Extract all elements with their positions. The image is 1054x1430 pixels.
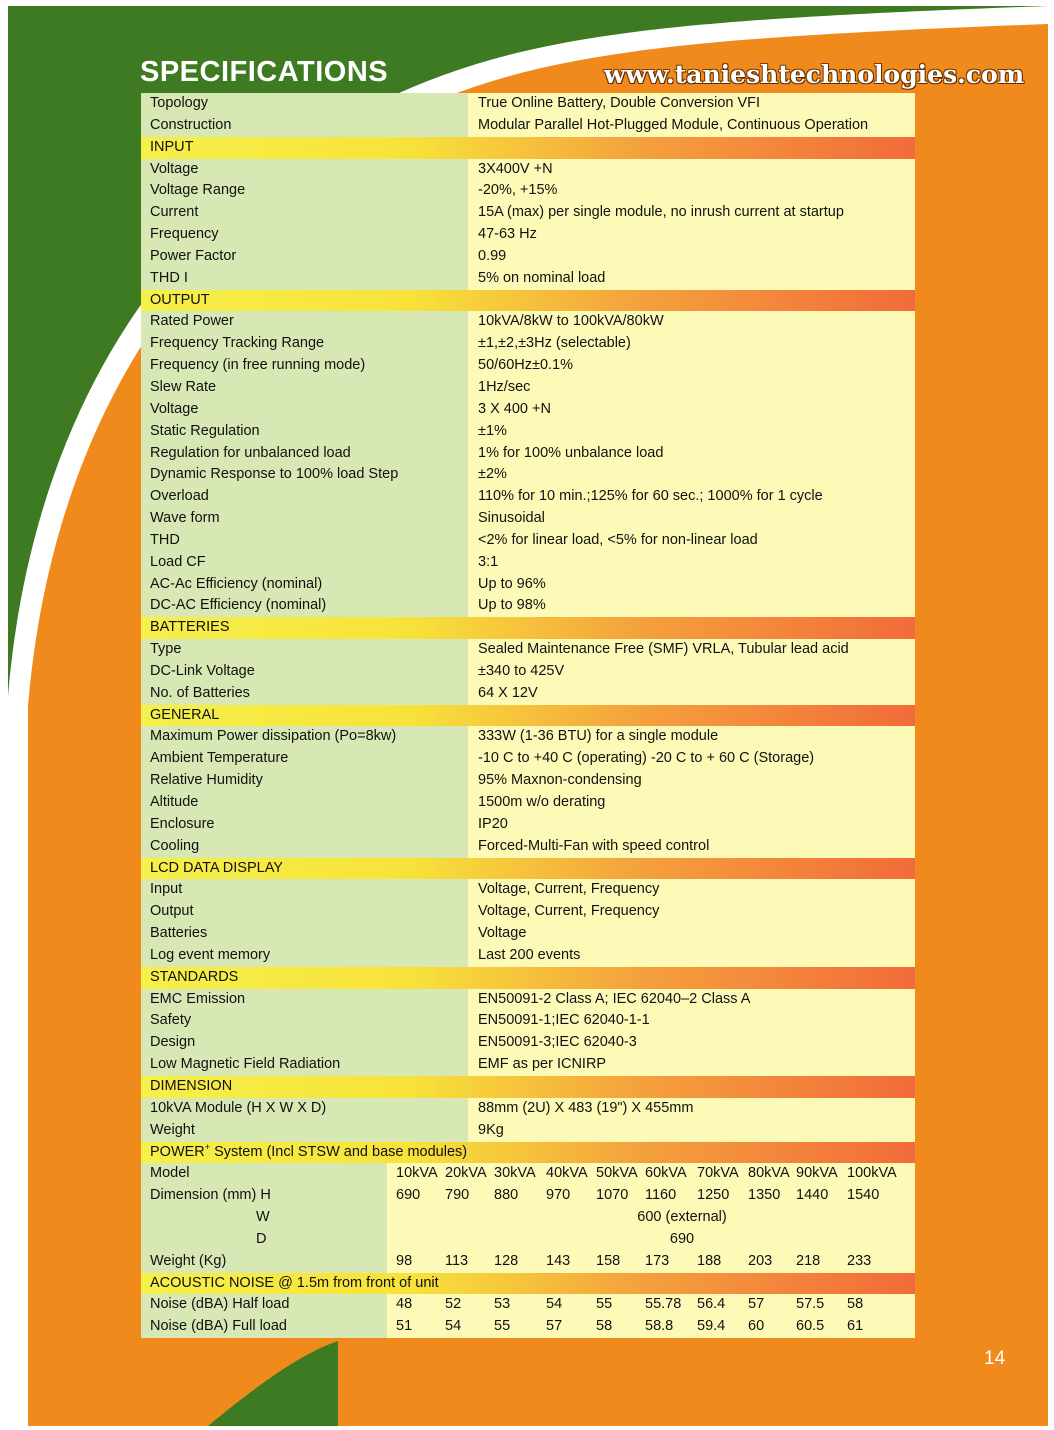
section-input — [141, 137, 915, 159]
spec-row — [141, 443, 915, 465]
spec-value: Up to 96% — [468, 574, 915, 596]
spec-label: EMC Emission — [141, 989, 468, 1011]
spec-value: EN50091-1;IEC 62040-1-1 — [468, 1010, 915, 1032]
spec-row — [141, 989, 915, 1011]
spec-value: Sinusoidal — [468, 508, 915, 530]
section-label — [150, 1142, 467, 1164]
spec-label: Power Factor — [141, 246, 468, 268]
weight-values — [387, 1251, 915, 1273]
grid-cell: 113 — [445, 1252, 469, 1269]
grid-cell: 100kVA — [847, 1165, 897, 1182]
grid-cell: 1070 — [596, 1187, 629, 1204]
spec-row — [141, 399, 915, 421]
spec-value: Modular Parallel Hot-Plugged Module, Continuous Operation — [468, 115, 915, 137]
spec-value: 9Kg — [468, 1120, 915, 1142]
section-lcd-data-display — [141, 858, 915, 880]
grid-cell: 60 — [748, 1318, 765, 1335]
spec-value: Voltage — [468, 923, 915, 945]
grid-cell: 10kVA — [396, 1165, 438, 1182]
weight-row — [141, 1251, 915, 1273]
section-standards — [141, 967, 915, 989]
spec-value: 1Hz/sec — [468, 377, 915, 399]
spec-value: 0.99 — [468, 246, 915, 268]
grid-cell: 52 — [445, 1296, 462, 1313]
dimension-d-row — [141, 1229, 915, 1251]
spec-label: THD I — [141, 268, 468, 290]
spec-label: Input — [141, 879, 468, 901]
grid-cell: 218 — [796, 1252, 821, 1269]
grid-cell: 58.8 — [645, 1318, 674, 1335]
grid-cell: 98 — [396, 1252, 413, 1269]
spec-value: 10kVA/8kW to 100kVA/80kW — [468, 311, 915, 333]
spec-label: Weight — [141, 1120, 468, 1142]
section-label: OUTPUT — [150, 291, 210, 308]
spec-value: Up to 98% — [468, 595, 915, 617]
spec-row — [141, 115, 915, 137]
model-label: Model — [141, 1163, 387, 1185]
grid-cell: 128 — [494, 1252, 519, 1269]
spec-value: ±2% — [468, 464, 915, 486]
spec-label: Ambient Temperature — [141, 748, 468, 770]
spec-label: DC-Link Voltage — [141, 661, 468, 683]
spec-row — [141, 770, 915, 792]
grid-cell: 56.4 — [697, 1296, 726, 1313]
spec-label: AC-Ac Efficiency (nominal) — [141, 574, 468, 596]
spec-value: True Online Battery, Double Conversion VFI — [468, 93, 915, 115]
grid-cell: 57 — [546, 1318, 563, 1335]
spec-label: Enclosure — [141, 814, 468, 836]
general-spec-rows — [141, 93, 915, 1142]
model-values — [387, 1163, 915, 1185]
section-label: GENERAL — [150, 706, 220, 723]
grid-cell: 970 — [546, 1187, 571, 1204]
spec-value: 15A (max) per single module, no inrush current at startup — [468, 202, 915, 224]
spec-value: ±340 to 425V — [468, 661, 915, 683]
grid-cell: 203 — [748, 1252, 773, 1269]
section-label: LCD DATA DISPLAY — [150, 859, 283, 876]
spec-row — [141, 726, 915, 748]
noise-full-label: Noise (dBA) Full load — [141, 1316, 387, 1338]
spec-value: -10 C to +40 C (operating) -20 C to + 60 C (Storage) — [468, 748, 915, 770]
website-url[interactable]: www.tanieshtechnologies.com — [604, 60, 1025, 89]
grid-cell: 880 — [494, 1187, 519, 1204]
d-value-cell — [387, 1229, 915, 1251]
spec-value: EN50091-2 Class A; IEC 62040–2 Class A — [468, 989, 915, 1011]
spec-row — [141, 1054, 915, 1076]
spec-label: Current — [141, 202, 468, 224]
spec-label: Relative Humidity — [141, 770, 468, 792]
spec-row — [141, 224, 915, 246]
grid-cell: 1160 — [645, 1187, 677, 1204]
d-label-cell — [141, 1229, 387, 1251]
grid-cell: 50kVA — [596, 1165, 638, 1182]
spec-label: Regulation for unbalanced load — [141, 443, 468, 465]
spec-value: ±1% — [468, 421, 915, 443]
grid-cell: 30kVA — [494, 1165, 536, 1182]
grid-cell: 173 — [645, 1252, 670, 1269]
spec-value: 5% on nominal load — [468, 268, 915, 290]
section-general — [141, 705, 915, 727]
d-value: 690 — [669, 1230, 695, 1247]
grid-cell: 51 — [396, 1318, 413, 1335]
section-output — [141, 290, 915, 312]
spec-label: Altitude — [141, 792, 468, 814]
grid-cell: 54 — [546, 1296, 563, 1313]
grid-cell: 1540 — [847, 1187, 880, 1204]
spec-row — [141, 508, 915, 530]
spec-row — [141, 1032, 915, 1054]
spec-label: Low Magnetic Field Radiation — [141, 1054, 468, 1076]
spec-label: Frequency — [141, 224, 468, 246]
spec-value: 64 X 12V — [468, 683, 915, 705]
spec-label: Maximum Power dissipation (Po=8kw) — [141, 726, 468, 748]
height-values — [387, 1185, 915, 1207]
dimension-h-row — [141, 1185, 915, 1207]
grid-cell: 1250 — [697, 1187, 730, 1204]
power-sup: + — [204, 1141, 211, 1152]
grid-cell: 188 — [697, 1252, 722, 1269]
grid-cell: 58 — [596, 1318, 613, 1335]
grid-cell: 61 — [847, 1318, 864, 1335]
spec-label: Construction — [141, 115, 468, 137]
grid-cell: 53 — [494, 1296, 511, 1313]
spec-label: Output — [141, 901, 468, 923]
spec-value: 3X400V +N — [468, 159, 915, 181]
grid-cell: 55 — [494, 1318, 511, 1335]
spec-label: Design — [141, 1032, 468, 1054]
spec-label: Frequency Tracking Range — [141, 333, 468, 355]
spec-value: Voltage, Current, Frequency — [468, 901, 915, 923]
section-label: BATTERIES — [150, 619, 230, 636]
spec-label: THD — [141, 530, 468, 552]
grid-cell: 20kVA — [445, 1165, 487, 1182]
spec-row — [141, 923, 915, 945]
grid-cell: 90kVA — [796, 1165, 838, 1182]
spec-value: -20%, +15% — [468, 180, 915, 202]
model-row — [141, 1163, 915, 1185]
spec-row — [141, 814, 915, 836]
grid-cell: 40kVA — [546, 1165, 588, 1182]
grid-cell: 60.5 — [796, 1318, 825, 1335]
grid-cell: 55.78 — [645, 1296, 682, 1313]
spec-value: 47-63 Hz — [468, 224, 915, 246]
w-value: 600 (external) — [637, 1209, 727, 1226]
section-label: ACOUSTIC NOISE @ 1.5m from front of unit — [150, 1274, 439, 1291]
grid-cell: 60kVA — [645, 1165, 687, 1182]
d-label: D — [256, 1230, 267, 1247]
spec-row — [141, 879, 915, 901]
spec-row — [141, 464, 915, 486]
spec-value: 3:1 — [468, 552, 915, 574]
grid-cell: 158 — [596, 1252, 621, 1269]
power-suffix: System (Incl STSW and base modules) — [210, 1143, 468, 1160]
spec-value: 1500m w/o derating — [468, 792, 915, 814]
spec-row — [141, 552, 915, 574]
spec-row — [141, 1120, 915, 1142]
spec-row — [141, 377, 915, 399]
grid-cell: 54 — [445, 1318, 462, 1335]
grid-cell: 790 — [445, 1187, 470, 1204]
grid-cell: 690 — [396, 1187, 421, 1204]
power-prefix: POWER — [150, 1143, 205, 1160]
spec-label: 10kVA Module (H X W X D) — [141, 1098, 468, 1120]
page-title: SPECIFICATIONS — [140, 56, 389, 88]
spec-row — [141, 268, 915, 290]
section-acoustic-noise — [141, 1273, 915, 1295]
grid-cell: 57.5 — [796, 1296, 825, 1313]
spec-label: Safety — [141, 1010, 468, 1032]
noise-half-row — [141, 1294, 915, 1316]
spec-label: Batteries — [141, 923, 468, 945]
spec-value: Last 200 events — [468, 945, 915, 967]
spec-label: Rated Power — [141, 311, 468, 333]
spec-label: Topology — [141, 93, 468, 115]
spec-value: 95% Maxnon-condensing — [468, 770, 915, 792]
spec-label: Static Regulation — [141, 421, 468, 443]
spec-label: Wave form — [141, 508, 468, 530]
grid-cell: 59.4 — [697, 1318, 726, 1335]
spec-value: 1% for 100% unbalance load — [468, 443, 915, 465]
spec-label: Log event memory — [141, 945, 468, 967]
spec-row — [141, 683, 915, 705]
spec-row — [141, 202, 915, 224]
grid-cell: 1440 — [796, 1187, 829, 1204]
spec-label: Voltage — [141, 159, 468, 181]
spec-label: Dynamic Response to 100% load Step — [141, 464, 468, 486]
w-value-cell — [387, 1207, 915, 1229]
spec-value: Sealed Maintenance Free (SMF) VRLA, Tubular lead acid — [468, 639, 915, 661]
page-number: 14 — [984, 1348, 1006, 1369]
spec-value: IP20 — [468, 814, 915, 836]
spec-label: DC-AC Efficiency (nominal) — [141, 595, 468, 617]
grid-cell: 55 — [596, 1296, 613, 1313]
spec-row — [141, 159, 915, 181]
grid-cell: 58 — [847, 1296, 864, 1313]
spec-value: EMF as per ICNIRP — [468, 1054, 915, 1076]
spec-row — [141, 1098, 915, 1120]
spec-label: Slew Rate — [141, 377, 468, 399]
spec-row — [141, 945, 915, 967]
weight-label: Weight (Kg) — [141, 1251, 387, 1273]
spec-row — [141, 901, 915, 923]
grid-cell: 143 — [546, 1252, 571, 1269]
w-label: W — [256, 1209, 270, 1226]
spec-value: ±1,±2,±3Hz (selectable) — [468, 333, 915, 355]
grid-cell: 80kVA — [748, 1165, 790, 1182]
page — [8, 6, 1048, 1426]
grid-cell: 48 — [396, 1296, 413, 1313]
w-label-cell — [141, 1207, 387, 1229]
spec-value: EN50091-3;IEC 62040-3 — [468, 1032, 915, 1054]
section-label: INPUT — [150, 138, 194, 155]
spec-value: Voltage, Current, Frequency — [468, 879, 915, 901]
spec-row — [141, 421, 915, 443]
spec-row — [141, 355, 915, 377]
spec-row — [141, 639, 915, 661]
section-power-system — [141, 1142, 915, 1164]
noise-full-row — [141, 1316, 915, 1338]
noise-half-values — [387, 1294, 915, 1316]
spec-value: <2% for linear load, <5% for non-linear load — [468, 530, 915, 552]
spec-row — [141, 530, 915, 552]
spec-row — [141, 93, 915, 115]
grid-cell: 1350 — [748, 1187, 781, 1204]
spec-value: 3 X 400 +N — [468, 399, 915, 421]
spec-row — [141, 595, 915, 617]
noise-half-label: Noise (dBA) Half load — [141, 1294, 387, 1316]
spec-label: Load CF — [141, 552, 468, 574]
dimension-label: Dimension (mm) H — [141, 1185, 387, 1207]
spec-row — [141, 574, 915, 596]
section-dimension — [141, 1076, 915, 1098]
spec-value: Forced-Multi-Fan with speed control — [468, 836, 915, 858]
spec-label: Voltage Range — [141, 180, 468, 202]
spec-row — [141, 486, 915, 508]
spec-label: Voltage — [141, 399, 468, 421]
section-label: DIMENSION — [150, 1077, 233, 1094]
spec-label: Frequency (in free running mode) — [141, 355, 468, 377]
spec-label: Cooling — [141, 836, 468, 858]
spec-row — [141, 1010, 915, 1032]
grid-cell: 70kVA — [697, 1165, 739, 1182]
spec-value: 88mm (2U) X 483 (19") X 455mm — [468, 1098, 915, 1120]
spec-label: Overload — [141, 486, 468, 508]
grid-cell: 233 — [847, 1252, 872, 1269]
spec-row — [141, 246, 915, 268]
specifications-table — [141, 93, 915, 1338]
spec-value: 333W (1-36 BTU) for a single module — [468, 726, 915, 748]
spec-row — [141, 661, 915, 683]
dimension-w-row — [141, 1207, 915, 1229]
grid-cell: 57 — [748, 1296, 765, 1313]
spec-row — [141, 333, 915, 355]
spec-row — [141, 748, 915, 770]
spec-label: Type — [141, 639, 468, 661]
section-batteries — [141, 617, 915, 639]
section-label: STANDARDS — [150, 968, 239, 985]
spec-row — [141, 180, 915, 202]
spec-row — [141, 836, 915, 858]
spec-label: No. of Batteries — [141, 683, 468, 705]
spec-value: 50/60Hz±0.1% — [468, 355, 915, 377]
spec-row — [141, 792, 915, 814]
spec-row — [141, 311, 915, 333]
noise-full-values — [387, 1316, 915, 1338]
spec-value: 110% for 10 min.;125% for 60 sec.; 1000% for 1 cycle — [468, 486, 915, 508]
